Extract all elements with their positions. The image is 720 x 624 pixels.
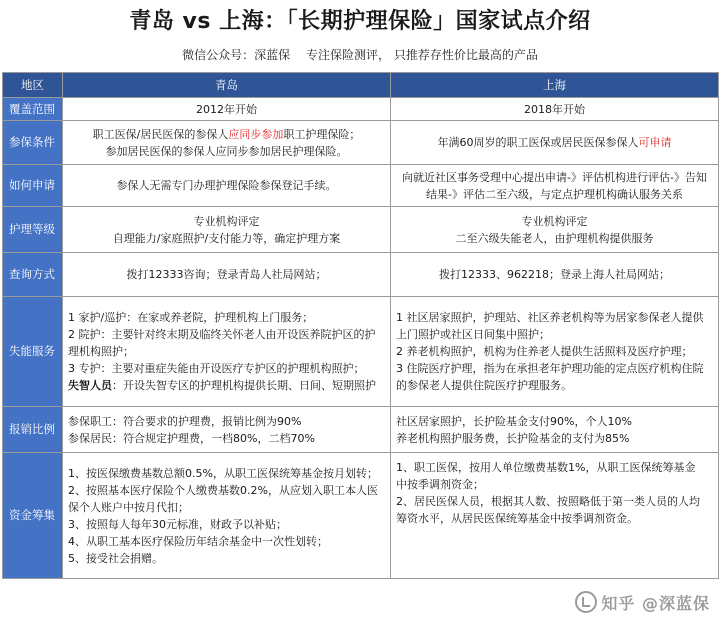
- care-sh-line-2: 二至六级失能老人，由护理机构提供服务: [455, 231, 654, 245]
- cell-shanghai-coverage: 2018年开始: [391, 98, 719, 121]
- row-label-apply: 如何申请: [3, 165, 63, 207]
- page-title: 青岛 vs 上海：「长期护理保险」国家试点介绍: [129, 9, 591, 34]
- funding-sh-line-2: 中按季调剂资金；: [396, 478, 484, 491]
- row-apply: [3, 165, 719, 207]
- account-name: 微信公众号：深蓝保: [182, 48, 291, 62]
- service-sh-line-2: 上门照护或社区日间集中照护；: [396, 328, 550, 341]
- reimburse-sh-line-2: 养老机构照护服务费，长护险基金的支付为85%: [396, 431, 630, 445]
- service-dementia-text: ：开设失智专区的护理机构提供长期、日间、短期照护: [112, 379, 376, 392]
- cell-qingdao-query: 拨打12333咨询；登录青岛人社局网站；: [63, 253, 391, 297]
- row-reimburse: [3, 407, 719, 453]
- reimburse-sh-line-1: 社区居家照护，长护险基金支付90%，个人10%: [396, 414, 632, 428]
- reimburse-qd-line-2: 参保居民：符合规定护理费，一档80%，二档70%: [68, 431, 315, 445]
- cell-qingdao-eligibility: [63, 121, 391, 165]
- care-sh-line-1: 专业机构评定: [521, 214, 588, 228]
- reimburse-qd-line-1: 参保职工：符合要求的护理费，报销比例为90%: [68, 414, 302, 428]
- row-service: [3, 297, 719, 407]
- cell-shanghai-care-level: [391, 207, 719, 253]
- cell-qingdao-funding: [63, 453, 391, 579]
- eligibility-text: 职工医保/居民医保的参保人: [92, 127, 229, 141]
- service-qd-line-2: 2 院护：主要针对终末期及临终关怀老人由开设医养院护区的护: [68, 328, 376, 341]
- service-qd-line-1: 1 家护/巡护：在家或养老院，护理机构上门服务；: [68, 311, 314, 324]
- row-label-coverage: 覆盖范围: [3, 98, 63, 121]
- eligibility-line-2: 参加居民医保的参保人应同步参加居民护理保险。: [105, 144, 348, 158]
- funding-qd-line-4: 3、按照每人每年30元标准，财政予以补贴；: [68, 517, 287, 531]
- eligibility-sh-text: 年满60周岁的职工医保或居民医保参保人: [437, 136, 639, 149]
- header-row: [3, 73, 719, 98]
- eligibility-text-end: 职工护理保险；: [283, 127, 361, 141]
- funding-qd-line-6: 5、接受社会捐赠。: [68, 551, 163, 565]
- service-sh-line-5: 的参保老人提供住院医疗护理服务。: [396, 379, 572, 392]
- cell-shanghai-eligibility: [391, 121, 719, 165]
- eligibility-line-1: [68, 126, 385, 143]
- row-label-funding: 资金筹集: [3, 453, 63, 579]
- cell-qingdao-care-level: [63, 207, 391, 253]
- funding-sh-line-3: 2、居民医保人员，根据其人数、按照略低于第一类人员的人均: [396, 495, 700, 508]
- row-eligibility: [3, 121, 719, 165]
- cell-qingdao-service: [63, 297, 391, 407]
- row-label-care-level: 护理等级: [3, 207, 63, 253]
- row-query: [3, 253, 719, 297]
- funding-sh-line-4: 筹资水平，从居民医保统筹基金中按季调剂资金。: [396, 512, 638, 525]
- care-qd-line-2: 自理能力/家庭照护/支付能力等，确定护理方案: [112, 231, 341, 245]
- cell-shanghai-reimburse: [391, 407, 719, 453]
- eligibility-sh-highlight: 可申请: [638, 136, 672, 149]
- zhihu-logo-icon: [575, 591, 597, 613]
- row-label-eligibility: 参保条件: [3, 121, 63, 165]
- row-label-query: 查询方式: [3, 253, 63, 297]
- row-care-level: [3, 207, 719, 253]
- service-sh-line-4: 3 住院医疗护理，指为在承担老年护理功能的定点医疗机构住院: [396, 362, 704, 375]
- zhihu-watermark: [575, 591, 710, 614]
- service-sh-line-1: 1 社区居家照护，护理站、社区养老机构等为居家参保老人提供: [396, 311, 704, 324]
- service-qd-line-3: 理机构照护；: [68, 345, 134, 358]
- cell-qingdao-coverage: 2012年开始: [63, 98, 391, 121]
- funding-qd-line-1: 1、按医保缴费基数总额0.5%，从职工医保统筹基金按月划转；: [68, 466, 378, 480]
- funding-qd-line-3: 保个人账户中按月代扣；: [68, 500, 189, 514]
- service-qd-line-4: 3 专护：主要对重症失能由开设医疗专护区的护理机构照护；: [68, 362, 365, 375]
- header-qingdao: 青岛: [63, 73, 391, 98]
- watermark-text: 知乎 @深蓝保: [601, 594, 710, 613]
- header-shanghai: 上海: [391, 73, 719, 98]
- funding-sh-line-1: 1、职工医保，按用人单位缴费基数1%，从职工医保统筹基金: [396, 461, 696, 474]
- care-qd-line-1: 专业机构评定: [193, 214, 260, 228]
- service-dementia-label: 失智人员: [68, 379, 112, 392]
- row-coverage: [3, 98, 719, 121]
- service-qd-line-5: [68, 377, 385, 394]
- cell-shanghai-query: 拨打12333、962218；登录上海人社局网站；: [391, 253, 719, 297]
- cell-qingdao-reimburse: [63, 407, 391, 453]
- cell-shanghai-service: [391, 297, 719, 407]
- comparison-table: [2, 72, 719, 579]
- eligibility-highlight: 应同步参加: [228, 127, 284, 141]
- apply-sh-line-1: 向就近社区事务受理中心提出申请-》评估机构进行评估-》告知: [402, 170, 707, 184]
- funding-qd-line-5: 4、从职工基本医疗保险历年结余基金中一次性划转；: [68, 534, 328, 548]
- cell-qingdao-apply: 参保人无需专门办理护理保险参保登记手续。: [63, 165, 391, 207]
- row-label-service: 失能服务: [3, 297, 63, 407]
- cell-shanghai-apply: [391, 165, 719, 207]
- slogan: 专注保险测评， 只推荐存性价比最高的产品: [306, 48, 538, 62]
- row-funding: [3, 453, 719, 579]
- apply-sh-line-2: 结果-》评估二至六级，与定点护理机构确认服务关系: [426, 187, 683, 201]
- header-region: 地区: [3, 73, 63, 98]
- cell-shanghai-funding: [391, 453, 719, 579]
- subtitle: [0, 46, 720, 64]
- row-label-reimburse: 报销比例: [3, 407, 63, 453]
- service-sh-line-3: 2 养老机构照护，机构为住养老人提供生活照料及医疗护理；: [396, 345, 693, 358]
- funding-qd-line-2: 2、按照基本医疗保险个人缴费基数0.2%，从应划入职工本人医: [68, 483, 378, 497]
